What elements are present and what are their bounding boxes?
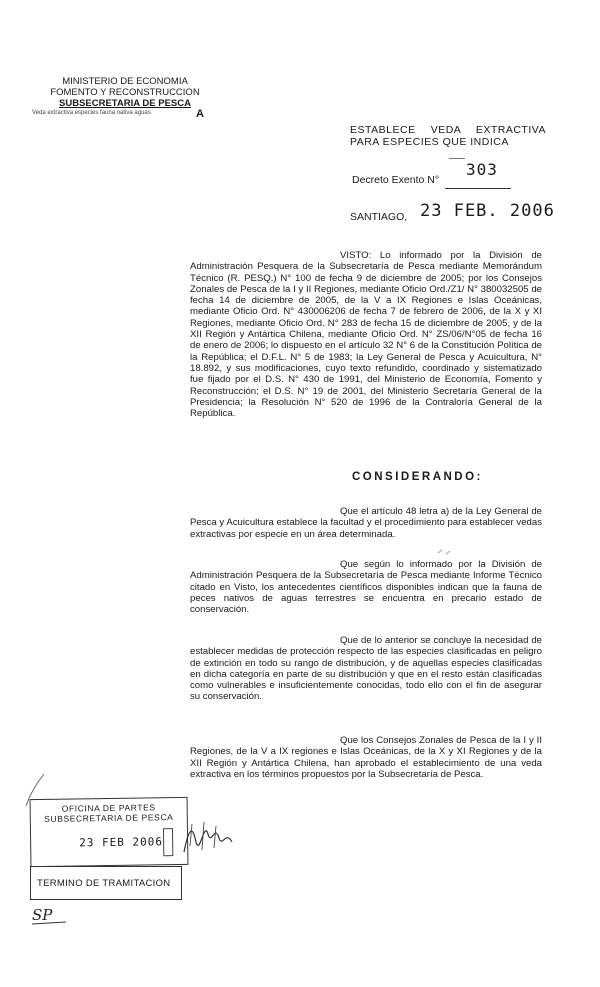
considerando-paragraph-3: Que de lo anterior se concluye la necesidad de establecer medidas de protección respecto de las especies clasificadas en peligro de extinción en todo su rango de distribución, y de aquellas especies clasificadas en dicha categoría en parte de su distribución y que en el resto están clasificadas como vulnerables e insuficientemente conocidas, todo ello con el fin de asegurar su conservación.: [190, 635, 542, 703]
subject-line-2: PARA ESPECIES QUE INDICA: [350, 136, 509, 148]
visto-paragraph: VISTO: Lo informado por la División de Administración Pesquera de la Subsecretaría de Pesca mediante Memorándum Técnico (R. PESQ.) N° 100 de fecha 9 de diciembre de 2005; por los Consejos Zonales de Pesca de la I y II Regiones, mediante Oficio Ord./Z1/ N° 380032505 de fecha 14 de diciembre de 2005, de la V a IX Regiones e Islas Oceánicas, mediante Oficio Ord. N° 430006206 de fecha 7 de febrero de 2006, de la X y XI Regiones, mediante Oficio Ord. N° 283 de fecha 15 de diciembre de 2005, y de la XII Región y Antártica Chilena, mediante Oficio Ord. N° ZS/06/N°05 de fecha 16 de enero de 2006; lo dispuesto en el artículo 32 N° 6 de la Constitución Política de la República; el D.F.L. N° 5 de 1983; la Ley General de Pesca y Acuicultura, N° 18.892, y sus modificaciones, cuyo texto refundido, coordinado y sistematizado fue fijado por el D.S. N° 430 de 1991, del Ministerio de Economía, Fomento y Reconstrucción; el D.S. N° 19 de 2001, del Ministerio Secretaría General de la Presidencia; la Resolución N° 520 de 1996 de la Contraloría General de la República.: [190, 250, 542, 420]
decree-number: 303: [466, 160, 498, 179]
considerando-paragraph-4: Que los Consejos Zonales de Pesca de la I y II Regiones, de la V a IX regiones e Islas Oceánicas, de la X y XI Regiones y de la XII Región y Antártica Chilena, han aprobado el establecimiento de una veda extractiva en los términos propuestos por la Subsecretaría de Pesca.: [190, 735, 542, 780]
place-label: SANTIAGO,: [350, 211, 408, 223]
office-stamp-line-2: SUBSECRETARIA DE PESCA: [44, 812, 174, 824]
ministry-header: [30, 76, 220, 117]
decree-date-stamp: 23 FEB. 2006: [420, 201, 555, 221]
office-stamp: [30, 797, 189, 867]
scan-speck: [436, 547, 456, 557]
decree-number-label: Decreto Exento N°: [352, 174, 440, 186]
initials-text: SP: [32, 906, 53, 924]
subject-line-1: ESTABLECE VEDA EXTRACTIVA: [350, 124, 546, 136]
divider-dash: [449, 158, 465, 159]
office-stamp-box: [163, 828, 173, 856]
considerando-paragraph-2: Que según lo informado por la División de Administración Pesquera de la Subsecretaría de Pesca mediante Informe Técnico citado en Visto, los antecedentes científicos disponibles indican que la fauna de peces nativos de aguas terrestres se encuentra en precario estado de conservación.: [190, 559, 542, 616]
termination-stamp: [30, 866, 182, 900]
file-reference: Veda extractiva especies fauna nativa aguas: [32, 110, 151, 116]
handwritten-mark: A: [196, 108, 204, 120]
office-stamp-line-1: OFICINA DE PARTES: [61, 802, 156, 814]
initials-mark: [30, 902, 70, 928]
decree-subject: [350, 124, 546, 148]
considerando-title: CONSIDERANDO:: [352, 471, 483, 483]
termination-stamp-text: TERMINO DE TRAMITACION: [37, 878, 171, 889]
considerando-paragraph-1: Que el artículo 48 letra a) de la Ley General de Pesca y Acuicultura establece la facultad y el procedimiento para establecer vedas extractivas por especie en un área determinada.: [190, 506, 542, 540]
subsecretaria-name: SUBSECRETARIA DE PESCA: [59, 98, 191, 109]
ministry-division: FOMENTO Y RECONSTRUCCION: [50, 87, 200, 98]
decree-number-underline: [445, 188, 511, 189]
office-stamp-date: 23 FEB 2006: [79, 835, 164, 850]
ministry-name: MINISTERIO DE ECONOMIA: [62, 76, 188, 87]
handwritten-signature: [178, 812, 238, 862]
